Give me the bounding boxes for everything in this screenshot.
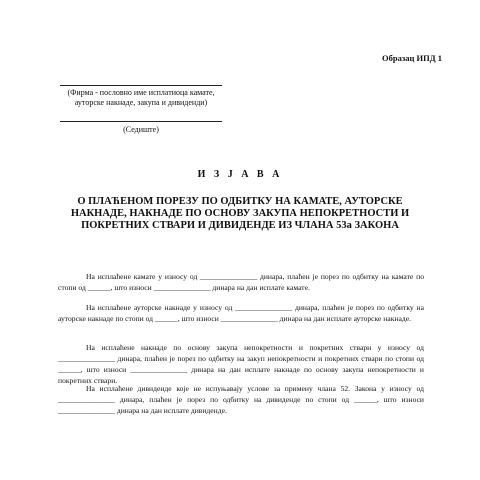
payer-caption-line2: ауторске накнаде, закупа и дивиденди) (74, 98, 208, 107)
paragraph-author-fees: На исплаћене ауторске накнаде у износу од _______________ динара, плаћен је порез по одбитку на ауторске накнаде по стопи од ______, што износи _______________ динара на дан исплате ауторске накнаде. (58, 303, 424, 323)
paragraph-dividends: На исплаћене дивиденде које не испуњавају услове за примену члана 52. Закона у износу од _______________ динара, плаћен је порез по одбитку на дивиденде по стопи од ______, што износи _______________ динара на дан исплате дивиденде. (58, 384, 424, 415)
paragraph-interest: На исплаћене камате у износу од _______________ динара, плаћен је порез по одбитку на камате по стопи од ______, што износи _______________ динара на дан исплате камате. (58, 272, 424, 292)
seat-line[interactable] (60, 121, 222, 122)
form-code: Образац ИПД 1 (382, 53, 442, 63)
payer-caption-line1: (Фирма - пословно име исплатиоца камате, (67, 88, 215, 97)
seat-caption: (Седиште) (123, 125, 159, 134)
document-title: И З Ј А В А (197, 169, 283, 180)
payer-name-line[interactable] (60, 85, 222, 86)
paragraph-lease: На исплаћене накнаде по основу закупа непокретности и покретних ствари у износу од _______________ динара, плаћен је порез по одбитку на закуп непокретности и покретних ствари по стопи од ______, што износи _______________ динара на дан исплате накнаде по основу закупа непокретности и покретних ствари. (58, 343, 424, 385)
document-subtitle: О ПЛАЋЕНОМ ПОРЕЗУ ПО ОДБИТКУ НА КАМАТЕ, АУТОРСКЕ НАКНАДЕ, НАКНАДЕ ПО ОСНОВУ ЗАКУПА НЕПОКРЕТНОСТИ И ПОКРЕТНИХ СТВАРИ И ДИВИДЕНДЕ ИЗ ЧЛАНА 53а ЗАКОНА (70, 196, 410, 231)
payer-caption (52, 88, 230, 108)
